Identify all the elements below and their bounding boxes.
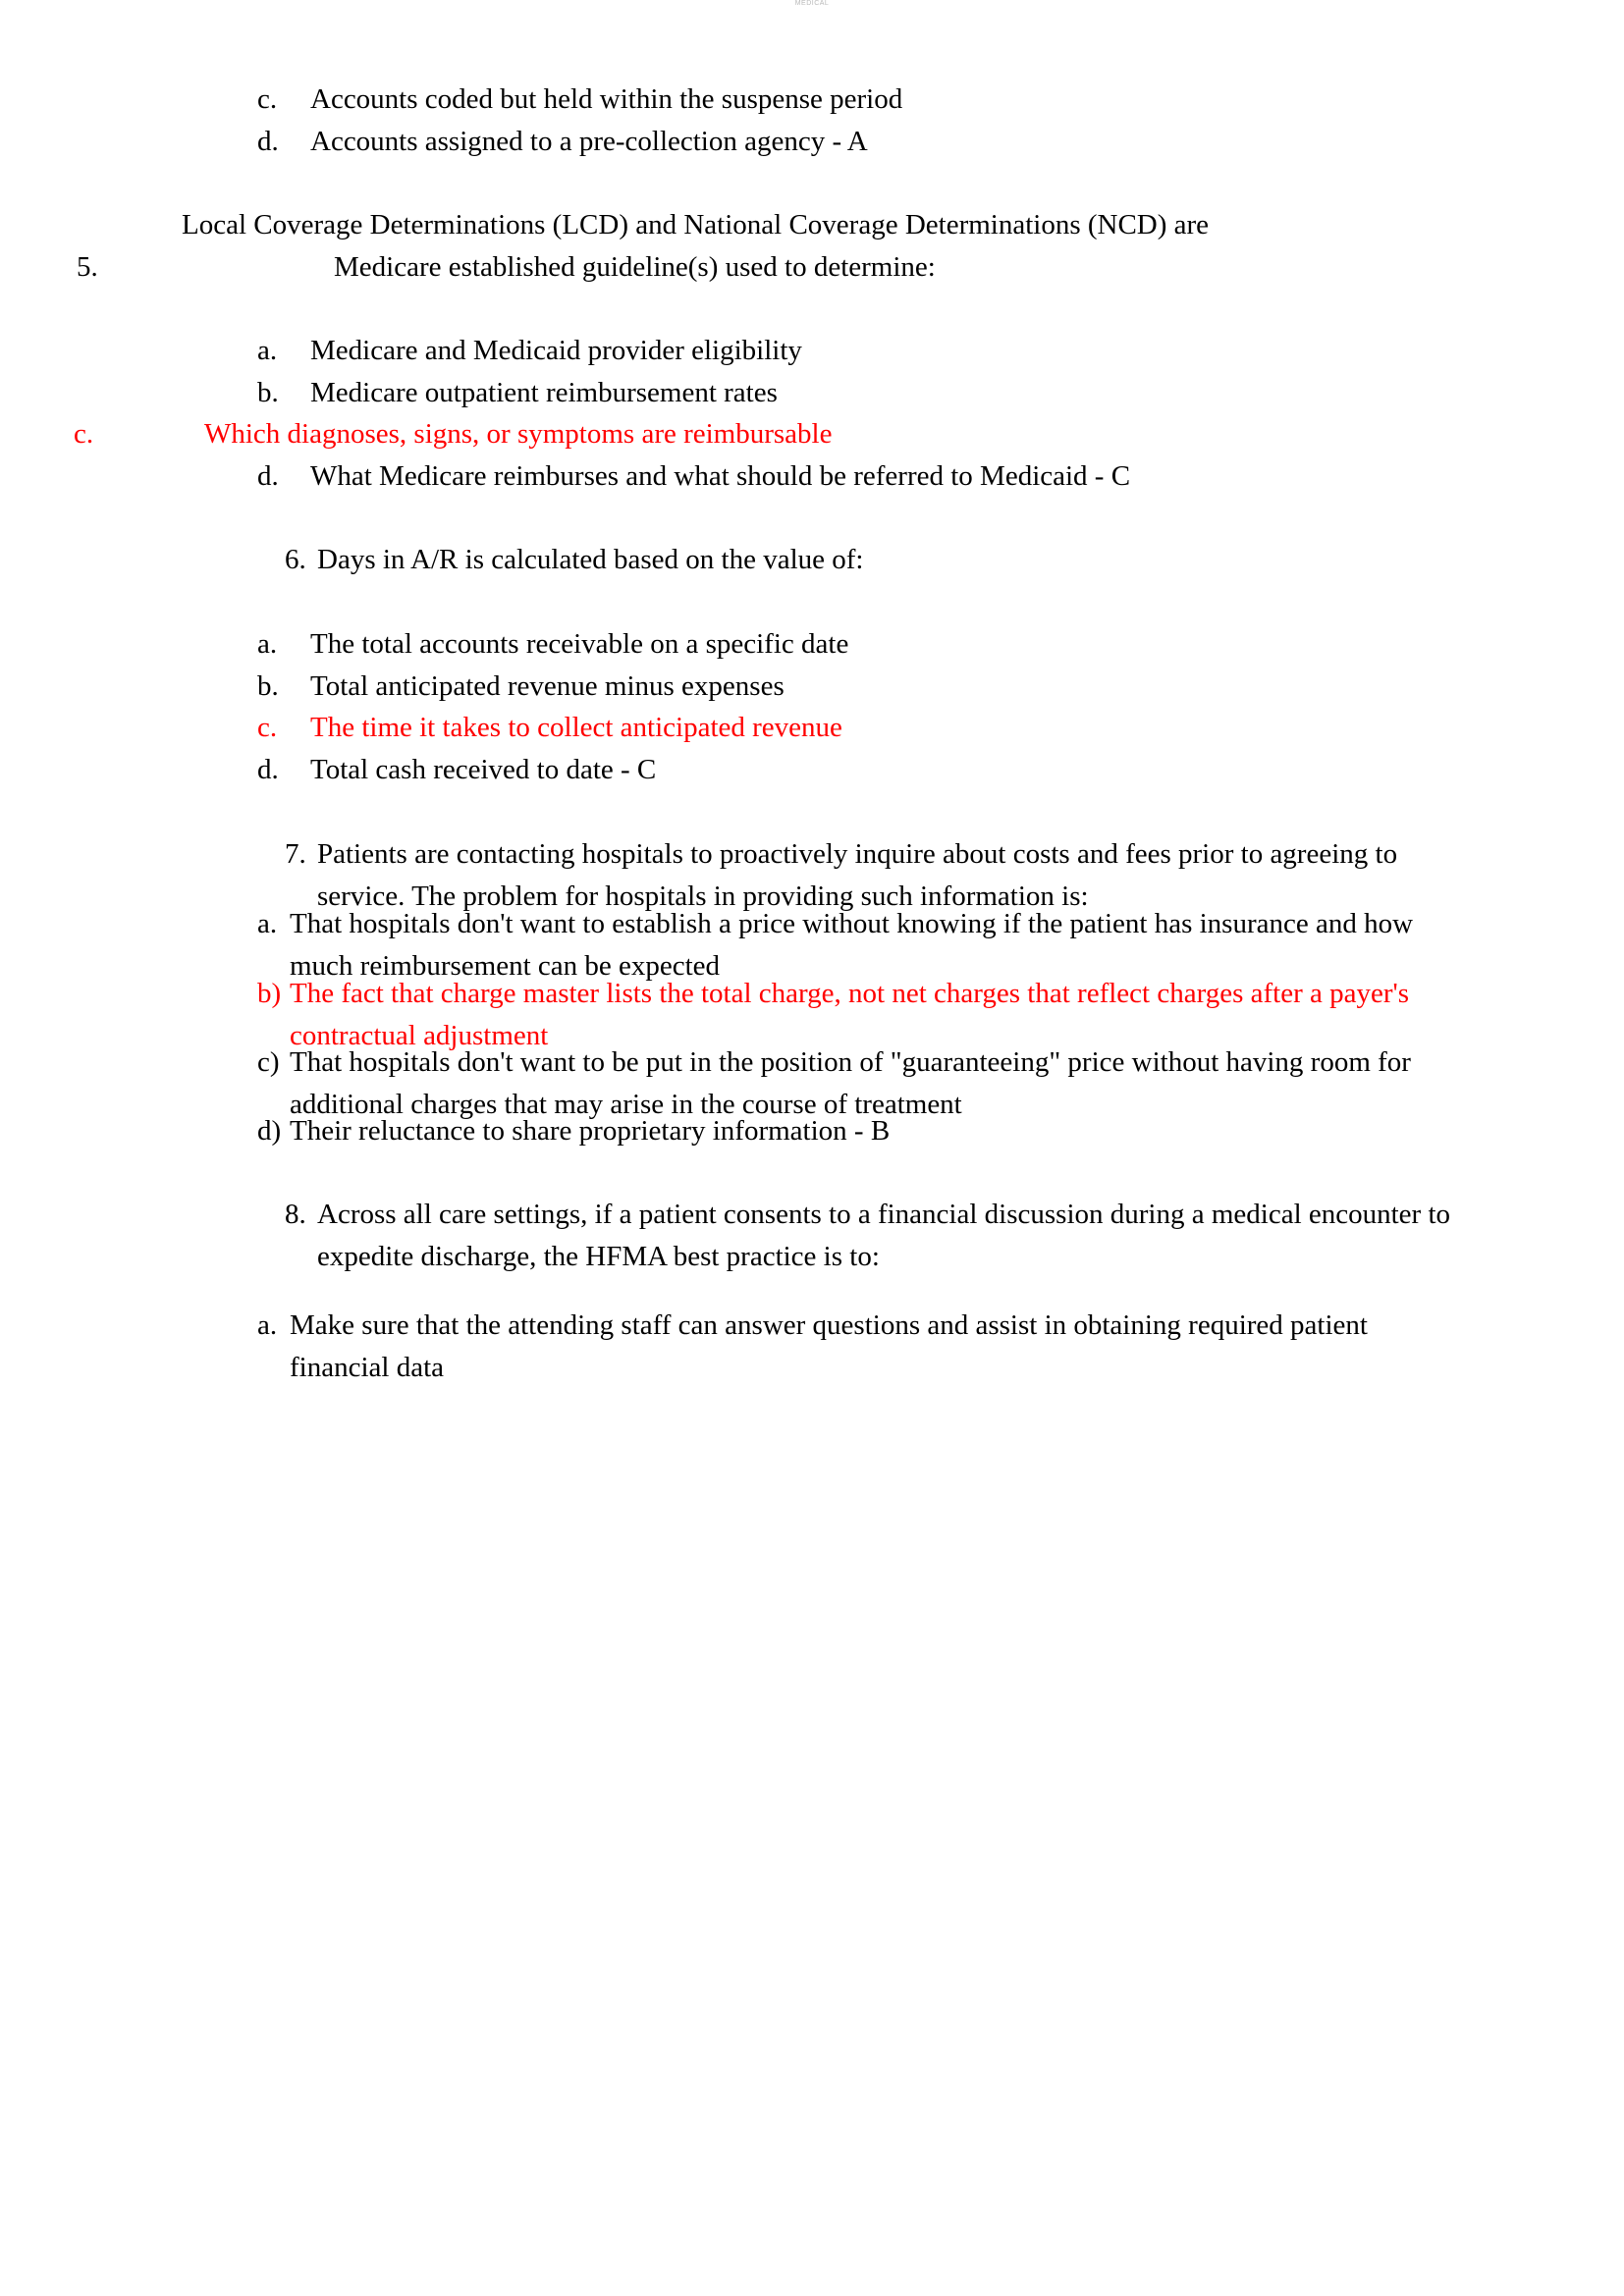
list-item: [257, 372, 1435, 414]
question-7-stem: Patients are contacting hospitals to proactively inquire about costs and fees prior to agreeing to service. The problem for hospitals in providing such information is:: [317, 838, 1398, 912]
option-marker: c): [257, 1046, 280, 1078]
list-item: [257, 666, 1435, 708]
option-text: The total accounts receivable on a specific date: [310, 628, 849, 660]
list-item: [257, 121, 1337, 163]
option-text: Total anticipated revenue minus expenses: [310, 670, 785, 702]
question-8-stem-row: [285, 1194, 1453, 1278]
list-item: [257, 749, 1435, 791]
option-text: That hospitals don't want to establish a price without knowing if the patient has insurance and how much reimbursement can be expected: [290, 908, 1414, 982]
option-marker: a.: [257, 335, 278, 366]
question-number: 7.: [285, 838, 306, 870]
option-marker: d.: [257, 754, 279, 785]
list-item-highlighted: [257, 707, 1435, 749]
option-text: Their reluctance to share proprietary information - B: [290, 1115, 891, 1147]
question-5-stem-line-2: Medicare established guideline(s) used to determine:: [334, 251, 936, 283]
option-text: Total cash received to date - C: [310, 754, 657, 785]
option-marker: b): [257, 978, 282, 1009]
option-marker: c.: [257, 83, 278, 115]
option-marker: a.: [257, 628, 278, 660]
option-marker: d): [257, 1115, 282, 1147]
option-text: Medicare and Medicaid provider eligibility: [310, 335, 802, 366]
question-number: 5.: [77, 251, 98, 283]
list-item: [257, 455, 1485, 498]
option-text: Accounts assigned to a pre-collection agency - A: [310, 126, 868, 157]
option-marker: d.: [257, 126, 279, 157]
option-text: Medicare outpatient reimbursement rates: [310, 377, 778, 408]
option-text: Which diagnoses, signs, or symptoms are reimbursable: [204, 418, 833, 450]
list-item: [257, 1305, 1416, 1389]
option-marker: a.: [257, 908, 278, 939]
option-marker: b.: [257, 377, 279, 408]
question-number: 8.: [285, 1199, 306, 1230]
question-8-stem: Across all care settings, if a patient consents to a financial discussion during a medical encounter to expedite discharge, the HFMA best practice is to:: [317, 1199, 1451, 1272]
option-marker: a.: [257, 1309, 278, 1341]
list-item-highlighted: [74, 413, 1350, 455]
question-number: 6.: [285, 544, 306, 575]
list-item: [257, 330, 1435, 372]
list-item: [257, 79, 1337, 121]
option-marker: c.: [74, 418, 94, 450]
option-text: That hospitals don't want to be put in the position of "guaranteeing" price without having room for additional charges that may arise in the course of treatment: [290, 1046, 1411, 1120]
option-marker: b.: [257, 670, 279, 702]
option-text: Accounts coded but held within the suspense period: [310, 83, 903, 115]
question-6-stem-row: [285, 539, 1463, 581]
option-text: The fact that charge master lists the total charge, not net charges that reflect charges after a payer's contractual adjustment: [290, 978, 1410, 1051]
list-item: [257, 1110, 1450, 1152]
option-text: What Medicare reimburses and what should be referred to Medicaid - C: [310, 460, 1131, 492]
question-6-stem: Days in A/R is calculated based on the value of:: [317, 544, 864, 575]
question-5-number-row: [77, 246, 1353, 289]
page-header-watermark: MEDICAL: [794, 0, 830, 7]
option-marker: d.: [257, 460, 279, 492]
option-marker: c.: [257, 712, 278, 743]
question-5-stem-line-1: Local Coverage Determinations (LCD) and National Coverage Determinations (NCD) are: [182, 209, 1210, 240]
option-text: Make sure that the attending staff can answer questions and assist in obtaining required patient financial data: [290, 1309, 1368, 1383]
option-text: The time it takes to collect anticipated revenue: [310, 712, 842, 743]
list-item: [257, 623, 1435, 666]
